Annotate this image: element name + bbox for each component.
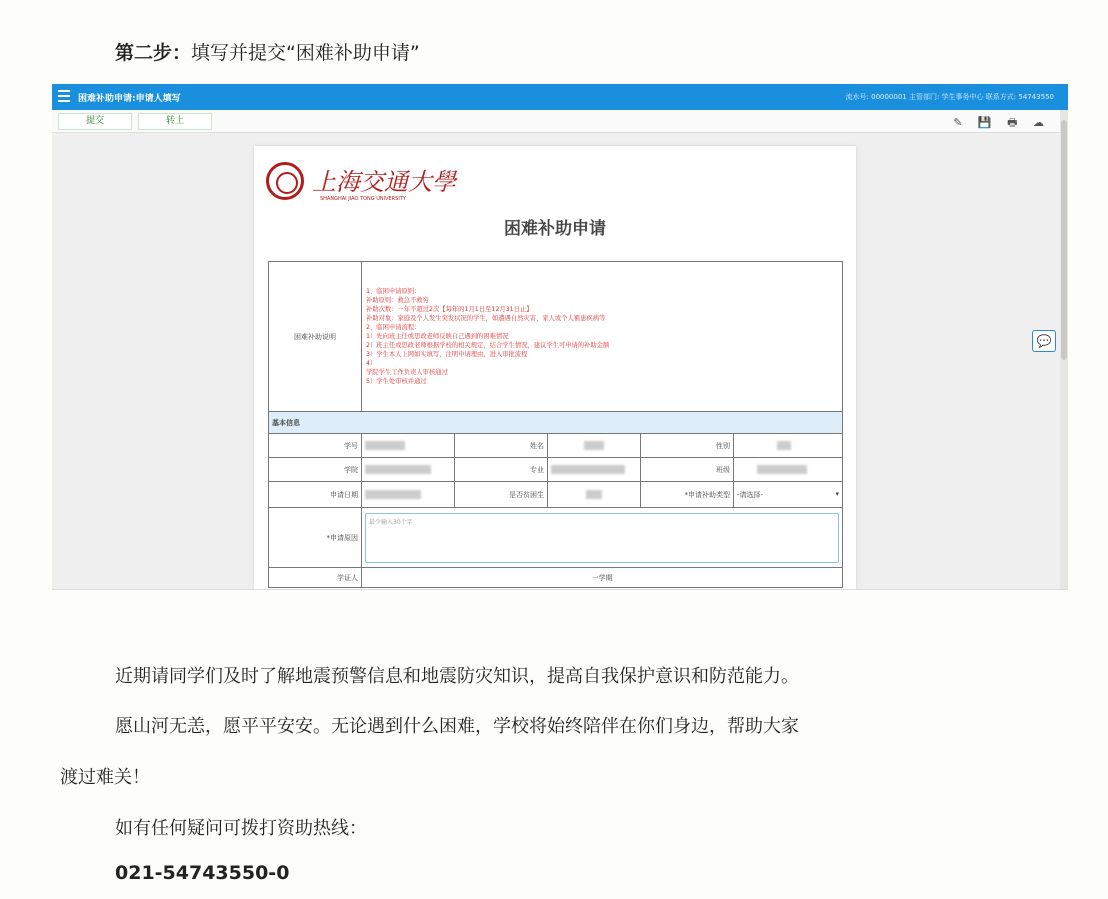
form-table [268,261,843,588]
note-line: 3）学生本人上网如实填写，注明申请理由，进入审批流程 [366,351,528,358]
gender-value [734,434,843,458]
form-paper [254,146,856,590]
notes-cell [362,262,843,412]
note-line: 补助对象：家庭及个人发生突发状况的学生，如遭遇自然灾害、家人或个人罹患疾病等 [366,315,606,322]
paragraph-3: 如有任何疑问可拨打资助热线： [115,818,367,839]
gender-label: 性别 [641,434,734,458]
note-line: 4） [366,360,377,367]
name-value [548,434,641,458]
submit-button[interactable]: 提交 [58,113,132,130]
is-poor-value [548,482,641,508]
major-label: 专业 [455,458,548,482]
step-label: 第二步： [115,42,192,64]
student-id-label: 学号 [269,434,362,458]
form-title: 困难补助申请 [504,219,606,239]
toolbar [52,110,1068,133]
apply-date-value [362,482,455,508]
college-value [362,458,455,482]
scroll-thumb[interactable] [1061,120,1067,360]
step-heading [115,38,420,65]
class-value [734,458,843,482]
paragraph-1: 近期请同学们及时了解地震预警信息和地震防灾知识，提高自我保护意识和防范能力。 [115,666,799,687]
college-label: 学院 [269,458,362,482]
note-line: 1、临困申请原则： [366,288,421,295]
university-name: 上海交通大學 [312,168,456,196]
is-poor-label: 是否贫困生 [455,482,548,508]
scrollbar[interactable] [1060,110,1068,589]
app-topbar [52,84,1068,110]
subsidy-type-select[interactable] [734,482,843,508]
note-line: 补助次数：一年不超过2次【每年的1月1日至12月31日止】 [366,306,533,313]
note-line: 补助原则：救急不救穷 [366,297,429,304]
bottom-value: 一学期 [362,568,843,588]
note-line: 1）先向班主任或思政老师反映自己遇到的困难情况 [366,333,509,340]
step-text: 填写并提交“困难补助申请” [191,42,420,64]
note-line: 5）学生处审核并通过 [366,378,427,385]
apply-date-label: 申请日期 [269,482,362,508]
reason-cell [362,508,843,568]
note-line: 学院学生工作负责人审核通过 [366,369,448,376]
notes-label: 困难补助说明 [269,262,362,412]
subsidy-type-label: *申请补助类型 [641,482,734,508]
university-name-en: SHANGHAI JIAO TONG UNIVERSITY [320,196,406,202]
chevron-down-icon: ▾ [835,489,839,498]
form-screenshot [52,84,1068,590]
seal-icon [266,162,304,200]
topbar-info: 流水号: 00000001 主管部门: 学生事务中心 联系方式: 54743550 [845,93,1054,101]
subsidy-select-value: -请选择- [737,490,764,499]
name-label: 姓名 [455,434,548,458]
student-id-value [362,434,455,458]
paragraph-2-cont: 渡过难关！ [60,767,150,788]
class-label: 班级 [641,458,734,482]
note-line: 2）班主任或思政老师根据学校的相关规定，结合学生情况，建议学生可申请的补助金额 [366,342,610,349]
forward-button[interactable]: 转上 [138,113,212,130]
toolbar-icons[interactable]: ✎ 💾 🖶 ☁ [953,116,1050,129]
hotline-number: 021-54743550-0 [115,862,290,884]
note-line: 2、临困申请流程： [366,324,421,331]
basic-info-header: 基本信息 [269,412,843,434]
menu-icon[interactable] [58,90,70,105]
paragraph-2: 愿山河无恙，愿平平安安。无论遇到什么困难，学校将始终陪伴在你们身边，帮助大家 [115,716,799,737]
major-value [548,458,641,482]
reason-textarea[interactable]: 最少输入30个字 [365,513,839,563]
app-title: 困难补助申请:申请人填写 [78,94,181,104]
reason-label: *申请原因 [269,508,362,568]
bottom-label: 学证人 [269,568,362,588]
chat-icon[interactable]: 💬 [1032,330,1056,352]
